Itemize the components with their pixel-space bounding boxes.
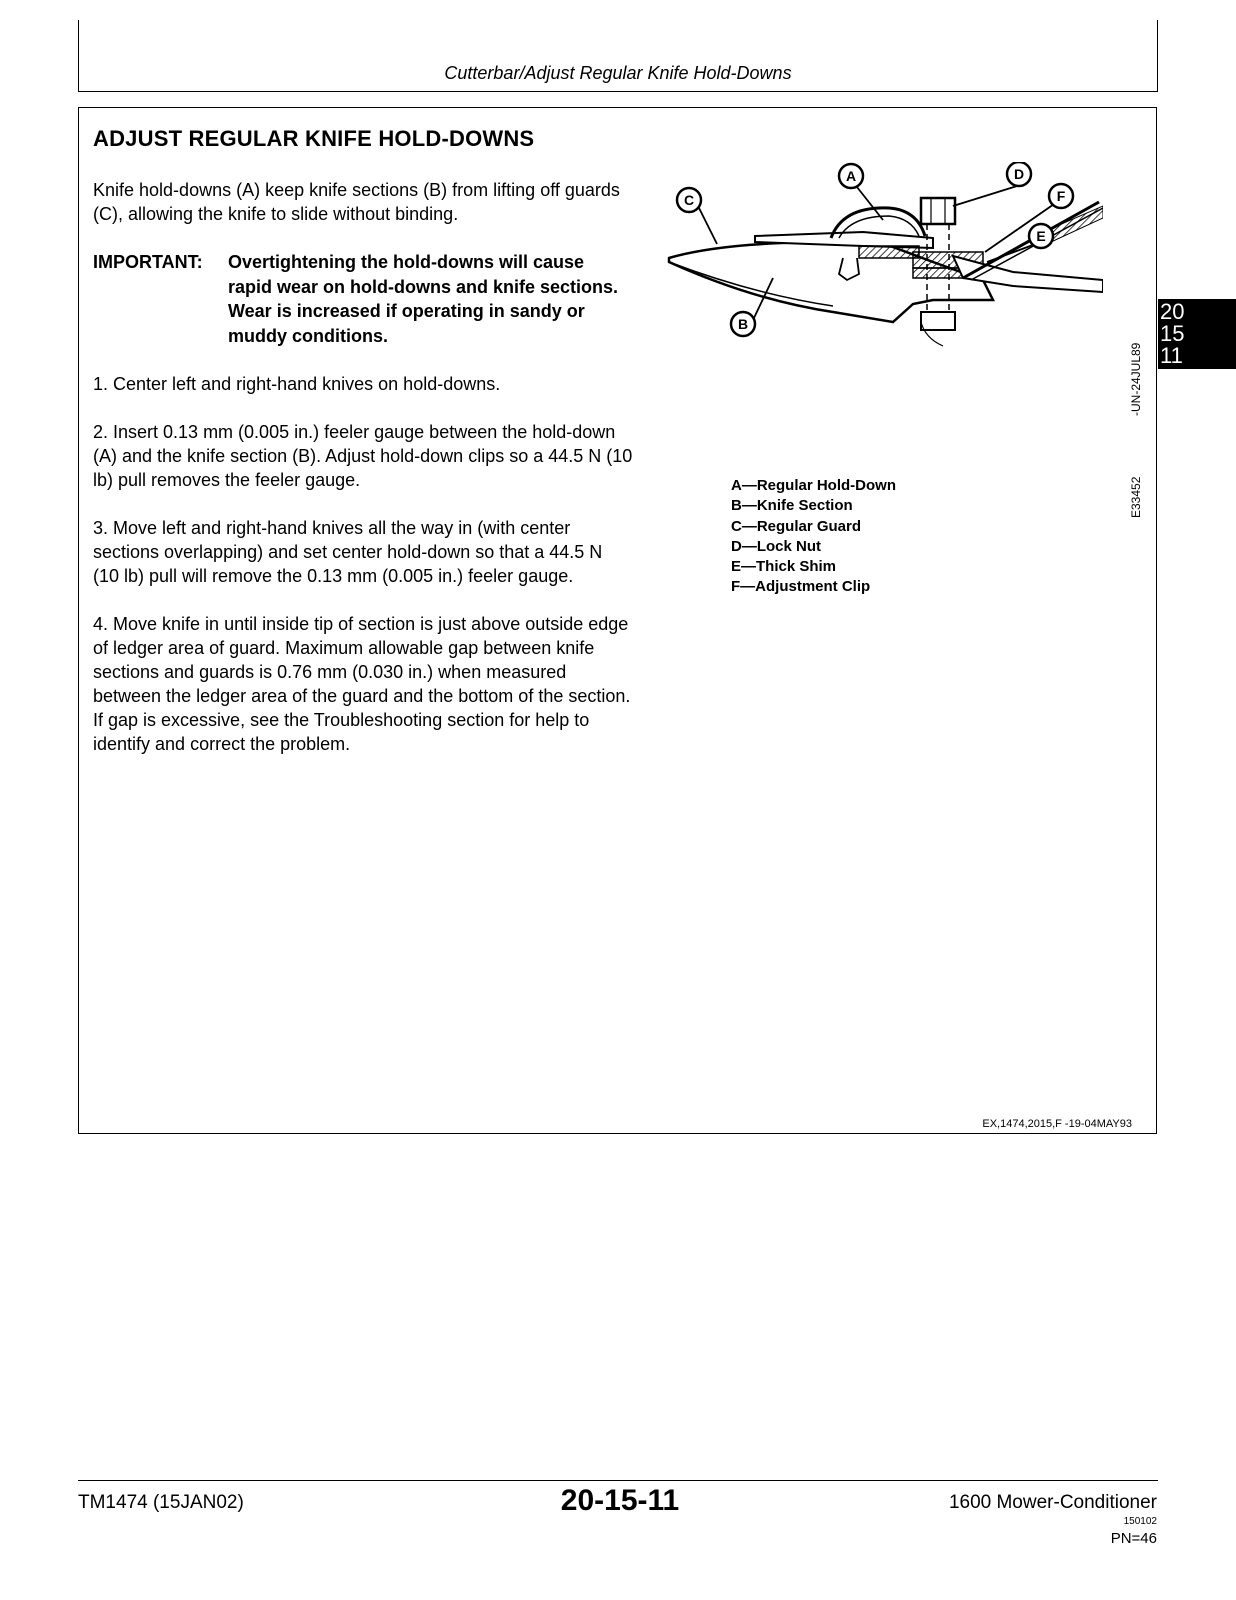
figure-legend <box>731 476 1031 598</box>
section-heading: ADJUST REGULAR KNIFE HOLD-DOWNS <box>93 126 535 151</box>
figure-id-number: E33452 <box>1129 476 1143 518</box>
header-bottom-rule <box>78 91 1158 92</box>
legend-item-a: A—Regular Hold-Down <box>731 477 896 494</box>
footer-rule <box>78 1480 1158 1481</box>
figure-id-date: -UN-24JUL89 <box>1129 342 1143 416</box>
footer-code: 150102 <box>1123 1516 1157 1527</box>
important-notice <box>93 250 633 348</box>
legend-item-c: C—Regular Guard <box>731 517 862 535</box>
intro-paragraph: Knife hold-downs (A) keep knife sections (B) from lifting off guards (C), allowing the knife to slide without binding. <box>93 180 620 224</box>
step-1: 1. Center left and right-hand knives on hold-downs. <box>93 374 501 394</box>
legend-item-d: D—Lock Nut <box>731 537 821 555</box>
step-3: 3. Move left and right-hand knives all the way in (with center sections overlapping) and set center hold-down so that a 44.5 N (10 lb) pull will remove the 0.13 mm (0.005 in.) feeler gauge. <box>93 518 603 586</box>
callout-f: F <box>1056 188 1066 204</box>
section-thumb-tab <box>1158 299 1236 369</box>
step-2: 2. Insert 0.13 mm (0.005 in.) feeler gauge between the hold-down (A) and the knife section (B). Adjust hold-down clips so a 44.5 N (10 lb) pull removes the feeler gauge. <box>93 422 633 490</box>
side-tab-line-3: 11 <box>1160 343 1183 368</box>
step-4: 4. Move knife in until inside tip of section is just above outside edge of ledger area of guard. Maximum allowable gap between knife sections and guards is 0.76 mm (0.030 in.) when measured between the ledger area of the guard and the bottom of the section. If gap is excessive, see the Troubleshooting section for help to identify and correct the problem. <box>93 614 631 754</box>
callout-a: A <box>845 168 857 184</box>
side-tab-line-2: 15 <box>1160 321 1185 346</box>
callout-d: D <box>1013 166 1025 182</box>
callout-c: C <box>683 192 695 208</box>
important-text: Overtightening the hold-downs will cause rapid wear on hold-downs and knife sections. Wear is increased if operating in sandy or muddy conditions. <box>228 252 619 346</box>
important-label: IMPORTANT: <box>93 252 203 272</box>
footer-product: 1600 Mower-Conditioner <box>948 1492 1157 1513</box>
legend-item-b: B—Knife Section <box>731 497 853 515</box>
footer-manual-id: TM1474 (15JAN02) <box>78 1492 244 1513</box>
legend-item-e: E—Thick Shim <box>731 558 837 576</box>
running-header-title: Cutterbar/Adjust Regular Knife Hold-Downs <box>444 63 792 83</box>
content-box <box>78 107 1157 1134</box>
footer-page-number: 20-15-11 <box>560 1484 680 1517</box>
document-code: EX,1474,2015,F -19-04MAY93 <box>982 1118 1132 1130</box>
side-tab-line-1: 20 <box>1160 299 1185 324</box>
callout-e: E <box>1036 228 1046 244</box>
callout-b: B <box>737 316 749 332</box>
legend-item-f: F—Adjustment Clip <box>731 578 871 596</box>
hold-down-illustration <box>663 162 1103 374</box>
text-column <box>93 126 633 780</box>
footer-pn: PN=46 <box>1110 1530 1157 1547</box>
figure-identifier <box>1129 238 1149 518</box>
